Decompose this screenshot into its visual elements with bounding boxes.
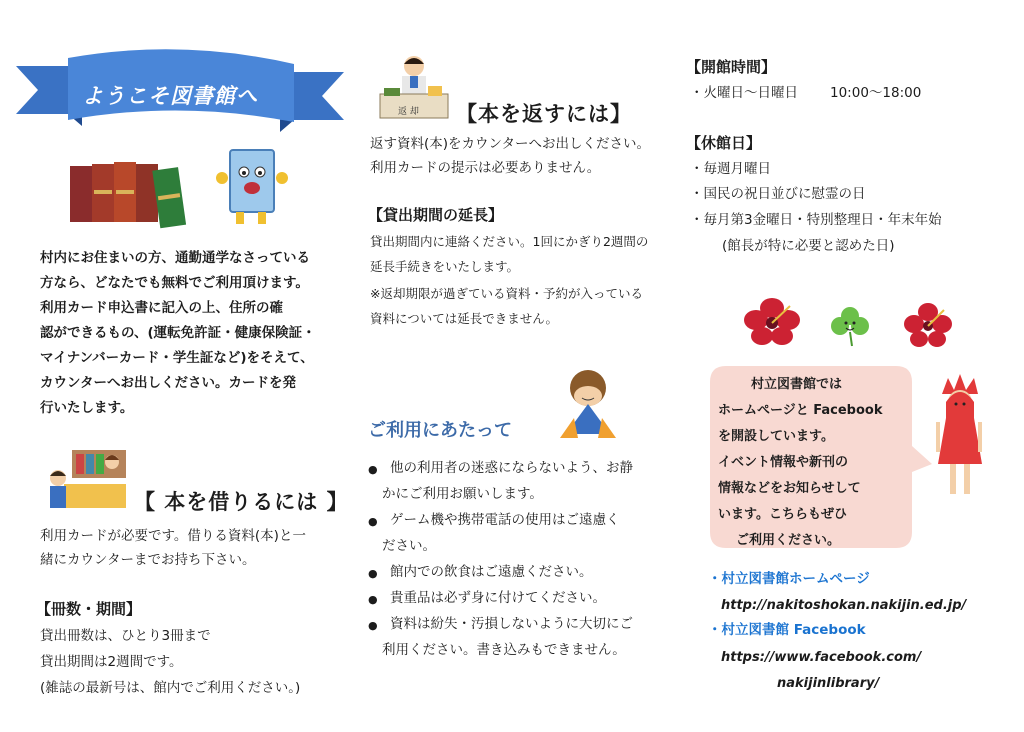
borrow-heading: 【 本を借りるには 】: [134, 490, 349, 514]
usage-item-3-line-1: 館内での飲食はご遠慮ください。: [390, 564, 593, 580]
bubble-line-7: ご利用ください。: [736, 533, 841, 548]
limits-line-2: 貸出期間は2週間です。: [40, 654, 183, 670]
facebook-url-line-1[interactable]: https://www.facebook.com/: [721, 650, 922, 665]
intro-line-2: 方なら、どなたでも無料でご利用頂けます。: [40, 275, 309, 291]
borrow-line-1: 利用カードが必要です。借りる資料(本)と一: [40, 528, 306, 544]
closed-heading: 【休館日】: [686, 134, 762, 152]
limits-line-1: 貸出冊数は、ひとり3冊まで: [40, 628, 211, 644]
intro-line-7: 行いたします。: [40, 400, 134, 416]
counter-illustration: [42, 446, 128, 512]
borrow-line-2: 緒にカウンターまでお持ち下さい。: [40, 552, 256, 568]
book-mascot-illustration: [210, 148, 290, 228]
home-page-url[interactable]: http://nakitoshokan.nakijin.ed.jp/: [721, 598, 967, 613]
limits-heading: 【冊数・期間】: [36, 600, 142, 618]
bubble-line-6: います。こちらもぜひ: [718, 507, 847, 522]
usage-bullet-4: ●: [368, 593, 378, 606]
bubble-line-2: ホームページと Facebook: [718, 403, 883, 418]
usage-item-2-line-2: ださい。: [382, 538, 436, 554]
welcome-banner: [12, 44, 348, 144]
usage-bullet-1: ●: [368, 463, 378, 476]
home-page-label: ・村立図書館ホームページ: [708, 571, 870, 587]
return-sign: 返 却: [398, 107, 419, 117]
usage-item-1-line-1: 他の利用者の迷惑にならないよう、お静: [390, 460, 633, 476]
intro-line-1: 村内にお住まいの方、通勤通学なさっている: [40, 250, 310, 266]
extend-line-1: 貸出期間内に連絡ください。1回にかぎり2週間の: [370, 234, 649, 249]
usage-item-2-line-1: ゲーム機や携帯電話の使用はご遠慮く: [390, 512, 620, 528]
closed-line-2: ・国民の祝日並びに慰霊の日: [690, 186, 866, 202]
limits-line-3: (雑誌の最新号は、館内でご利用ください。): [40, 680, 301, 696]
facebook-label: ・村立図書館 Facebook: [708, 622, 866, 638]
clover-icon: [830, 306, 870, 348]
intro-line-3: 利用カード申込書に記入の上、住所の確: [40, 300, 283, 316]
usage-bullet-3: ●: [368, 567, 378, 580]
hours-time: 10:00～18:00: [830, 85, 922, 101]
bubble-line-5: 情報などをお知らせして: [718, 481, 861, 496]
extend-line-2: 延長手続きをいたします。: [370, 259, 520, 274]
books-illustration: [64, 150, 194, 230]
intro-line-4: 認ができるもの、(運転免許証・健康保険証・: [40, 325, 316, 341]
hours-days: ・火曜日～日曜日: [690, 85, 798, 101]
usage-item-4-line-1: 貴重品は必ず身に付けてください。: [390, 590, 606, 606]
usage-bullet-5: ●: [368, 619, 378, 632]
bubble-line-4: イベント情報や新刊の: [718, 455, 849, 470]
banner-title: ようこそ図書館へ: [82, 84, 258, 108]
hours-heading: 【開館時間】: [686, 58, 777, 76]
return-line-1: 返す資料(本)をカウンターへお出しください。: [370, 136, 650, 152]
intro-line-5: マイナンバーカード・学生証など)をそえて、: [40, 350, 314, 366]
extend-line-3: ※返却期限が過ぎている資料・予約が入っている: [370, 286, 643, 301]
closed-line-4: (館長が特に必要と認めた日): [722, 238, 895, 254]
usage-item-1-line-2: かにご利用お願いします。: [382, 486, 543, 502]
facebook-url-line-2[interactable]: nakijinlibrary/: [777, 676, 880, 691]
usage-item-5-line-2: 利用ください。書き込みもできません。: [382, 642, 626, 658]
extend-heading: 【貸出期間の延長】: [368, 206, 504, 224]
return-heading: 【本を返すには】: [456, 102, 632, 126]
usage-heading: ご利用にあたって: [368, 420, 512, 441]
bowing-girl-illustration: [552, 364, 624, 440]
extend-line-4: 資料については延長できません。: [370, 311, 559, 326]
bubble-line-3: を開設しています。: [718, 429, 834, 444]
usage-item-5-line-1: 資料は紛失・汚損しないように大切にご: [390, 616, 633, 632]
closed-line-1: ・毎週月曜日: [690, 161, 771, 177]
mascot-girl-illustration: [928, 372, 990, 502]
bubble-line-1: 村立図書館では: [751, 377, 843, 392]
hibiscus-icon: [902, 302, 954, 350]
usage-bullet-2: ●: [368, 515, 378, 528]
return-line-2: 利用カードの提示は必要ありません。: [370, 160, 601, 176]
intro-line-6: カウンターへお出しください。カードを発: [40, 375, 296, 391]
closed-line-3: ・毎月第3金曜日・特別整理日・年末年始: [690, 212, 942, 228]
hibiscus-icon: [742, 296, 802, 348]
